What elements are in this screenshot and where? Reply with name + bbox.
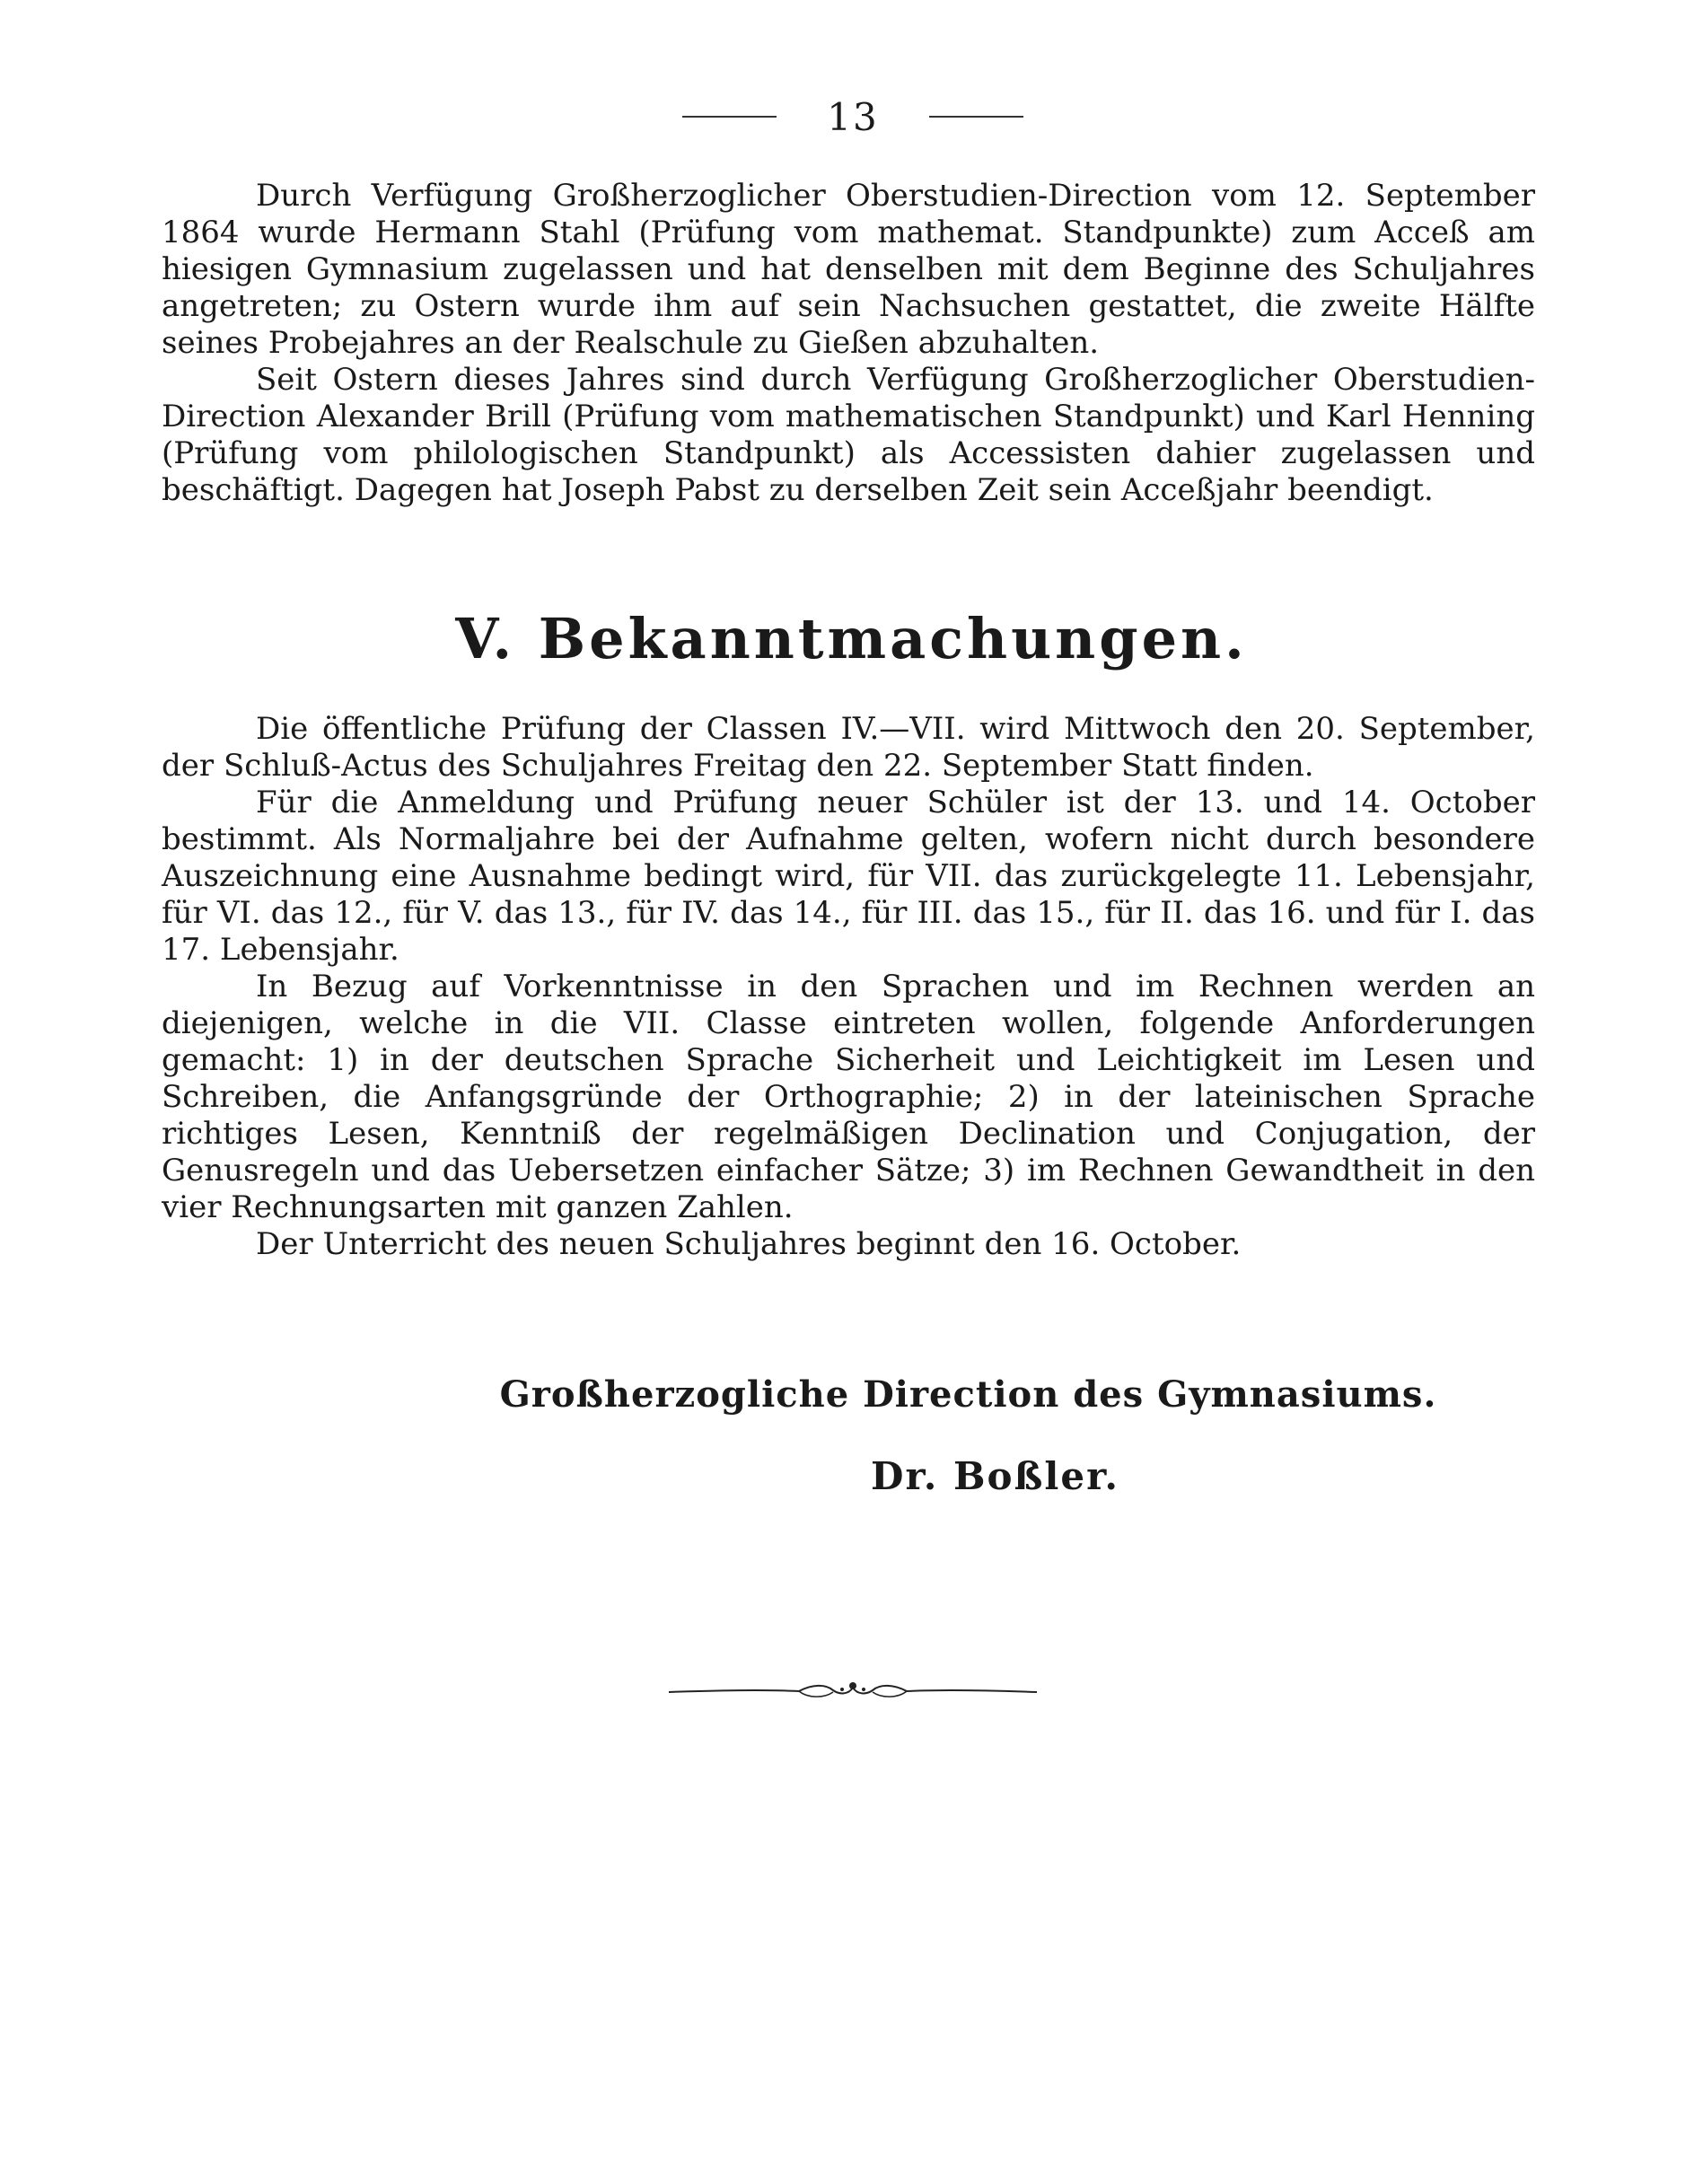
signature-name: Dr. Boßler. (871, 1454, 1119, 1498)
header-rule-right (929, 116, 1023, 118)
ornament-divider (664, 1668, 1041, 1713)
paragraph-examination: Die öffentliche Prüfung der Classen IV.—VII. wird Mittwoch den 20. September, der Schluß-Actus des Schuljahres Freitag den 22. September Statt finden. (162, 711, 1535, 784)
paragraph-registration: Für die Anmeldung und Prüfung neuer Schüler ist der 13. und 14. October bestimmt. Als Normaljahre bei der Aufnahme gelten, wofern nicht durch besondere Auszeichnung eine Ausnahme bedingt wird, für VII. das zurückgelegte 11. Lebensjahr, für VI. das 12., für V. das 13., für IV. das 14., für III. das 15., für II. das 16. und für I. das 17. Lebensjahr. (162, 785, 1535, 968)
paragraph-requirements: In Bezug auf Vorkenntnisse in den Sprachen und im Rechnen werden an diejenigen, welche in die VII. Classe eintreten wollen, folgende Anforderungen gemacht: 1) in der deutschen Sprache Sicherheit und Leichtigkeit im Lesen und Schreiben, die Anfangsgründe der Orthographie; 2) in der lateinischen Sprache richtiges Lesen, Kenntniß der regelmäßigen Declination und Conjugation, der Genusregeln und das Uebersetzen einfacher Sätze; 3) im Rechnen Gewandtheit in den vier Rechnungsarten mit ganzen Zahlen. (162, 969, 1535, 1225)
header-rule-left (682, 116, 777, 118)
paragraph-school-start: Der Unterricht des neuen Schuljahres beginnt den 16. October. (256, 1226, 1242, 1262)
paragraph-stahl: Durch Verfügung Großherzoglicher Oberstudien-Direction vom 12. September 1864 wurde Hermann Stahl (Prüfung vom mathemat. Standpunkte) zum Acceß am hiesigen Gymnasium zugelassen und hat denselben mit dem Beginne des Schuljahres angetreten; zu Ostern wurde ihm auf sein Nachsuchen gestattet, die zweite Hälfte seines Probejahres an der Realschule zu Gießen abzuhalten. (162, 178, 1535, 361)
page-header (682, 90, 1023, 144)
section-heading: V. Bekanntmachungen. (455, 606, 1248, 671)
page-number: 13 (827, 94, 879, 139)
paragraph-accessisten: Seit Ostern dieses Jahres sind durch Verfügung Großherzoglicher Oberstudien-Direction Alexander Brill (Prüfung vom mathematischen Standpunkt) und Karl Henning (Prüfung vom philologischen Standpunkt) als Accessisten dahier zugelassen und beschäftigt. Dagegen hat Joseph Pabst zu derselben Zeit sein Acceßjahr beendigt. (162, 362, 1535, 508)
signature-organization: Großherzogliche Direction des Gymnasiums. (499, 1373, 1437, 1416)
announcements (162, 711, 1535, 1263)
personnel-notes (162, 178, 1535, 509)
